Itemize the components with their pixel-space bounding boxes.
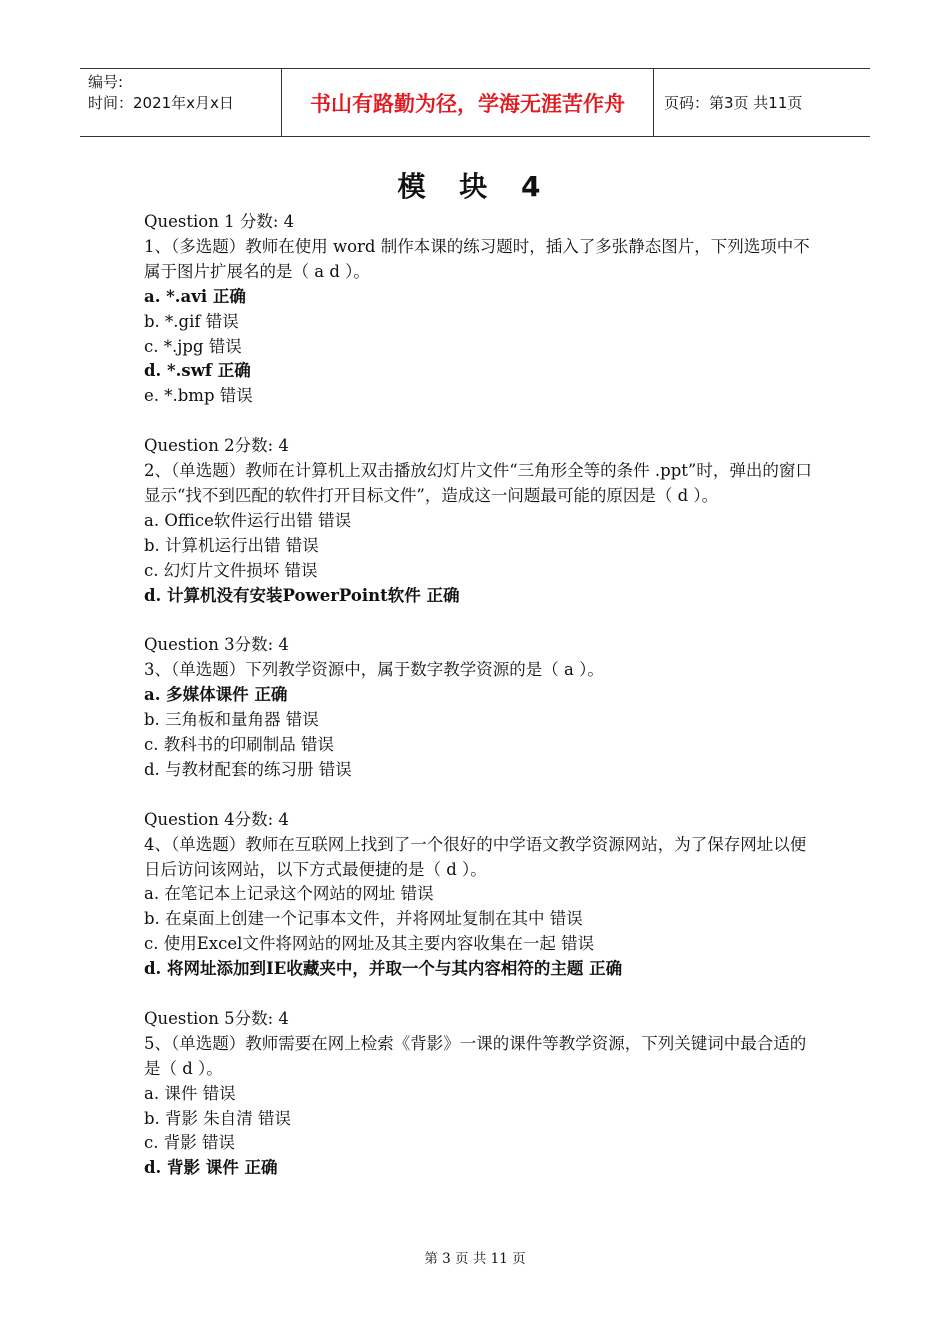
answer-option: e. *.bmp 错误 <box>144 386 253 406</box>
question-heading: Question 3分数: 4 <box>144 635 289 655</box>
answer-option: d. 与教材配套的练习册 错误 <box>144 759 352 779</box>
document-number-label: 编号: <box>88 73 124 91</box>
question-heading: Question 2分数: 4 <box>144 436 289 456</box>
page-title: 模 块 4 <box>397 170 553 203</box>
question-heading: Question 4分数: 4 <box>144 809 289 829</box>
question-stem: 2、（单选题）教师在计算机上双击播放幻灯片文件“三角形全等的条件 .ppt”时，弹出的窗口显示“找不到匹配的软件打开目标文件”，造成这一问题最可能的原因是（ d ）。 <box>144 461 812 505</box>
answer-option: c. *.jpg 错误 <box>144 336 242 356</box>
answer-option: d. *.swf 正确 <box>144 361 251 381</box>
question-list <box>144 210 814 1181</box>
answer-option: a. Office软件运行出错 错误 <box>144 510 352 530</box>
document-time-label: 时间：2021年x月x日 <box>88 94 234 112</box>
answer-option: c. 幻灯片文件损坏 错误 <box>144 560 318 580</box>
answer-option: b. 三角板和量角器 错误 <box>144 710 319 730</box>
answer-option: b. 计算机运行出错 错误 <box>144 535 319 555</box>
header-page-info: 页码：第3页 共11页 <box>664 94 803 112</box>
answer-option: a. *.avi 正确 <box>144 286 246 306</box>
answer-option: a. 多媒体课件 正确 <box>144 685 288 705</box>
question-block <box>144 210 814 409</box>
question-block <box>144 1007 814 1181</box>
answer-option: a. 在笔记本上记录这个网站的网址 错误 <box>144 884 434 904</box>
page-footer: 第 3 页 共 11 页 <box>424 1251 526 1267</box>
answer-option: c. 使用Excel文件将网站的网址及其主要内容收集在一起 错误 <box>144 934 595 954</box>
answer-option: b. *.gif 错误 <box>144 311 239 331</box>
question-heading: Question 5分数: 4 <box>144 1008 289 1028</box>
answer-option: d. 将网址添加到IE收藏夹中，并取一个与其内容相符的主题 正确 <box>144 959 623 979</box>
answer-option: b. 背影 朱自清 错误 <box>144 1108 292 1128</box>
answer-option: a. 课件 错误 <box>144 1083 236 1103</box>
header-meta <box>80 69 282 136</box>
question-stem: 1、（多选题）教师在使用 word 制作本课的练习题时，插入了多张静态图片，下列选项中不属于图片扩展名的是（ a d ）。 <box>144 236 810 281</box>
question-block <box>144 808 814 982</box>
question-stem: 4、（单选题）教师在互联网上找到了一个很好的中学语文教学资源网站，为了保存网址以便日后访问该网站，以下方式最便捷的是（ d ）。 <box>144 834 807 879</box>
question-heading: Question 1 分数: 4 <box>144 212 295 231</box>
question-block <box>144 434 814 608</box>
answer-option: d. 背影 课件 正确 <box>144 1158 278 1178</box>
question-stem: 3、（单选题）下列教学资源中，属于数字教学资源的是（ a ）。 <box>144 660 604 680</box>
question-block <box>144 633 814 782</box>
answer-option: c. 背影 错误 <box>144 1133 235 1153</box>
answer-option: c. 教科书的印刷制品 错误 <box>144 735 334 754</box>
answer-option: d. 计算机没有安装PowerPoint软件 正确 <box>144 585 460 605</box>
question-stem: 5、（单选题）教师需要在网上检索《背影》一课的课件等教学资源，下列关键词中最合适的是（ d ）。 <box>144 1033 807 1078</box>
answer-option: b. 在桌面上创建一个记事本文件，并将网址复制在其中 错误 <box>144 909 583 929</box>
header-motto: 书山有路勤为径，学海无涯苦作舟 <box>282 69 654 136</box>
page-header <box>80 68 870 137</box>
